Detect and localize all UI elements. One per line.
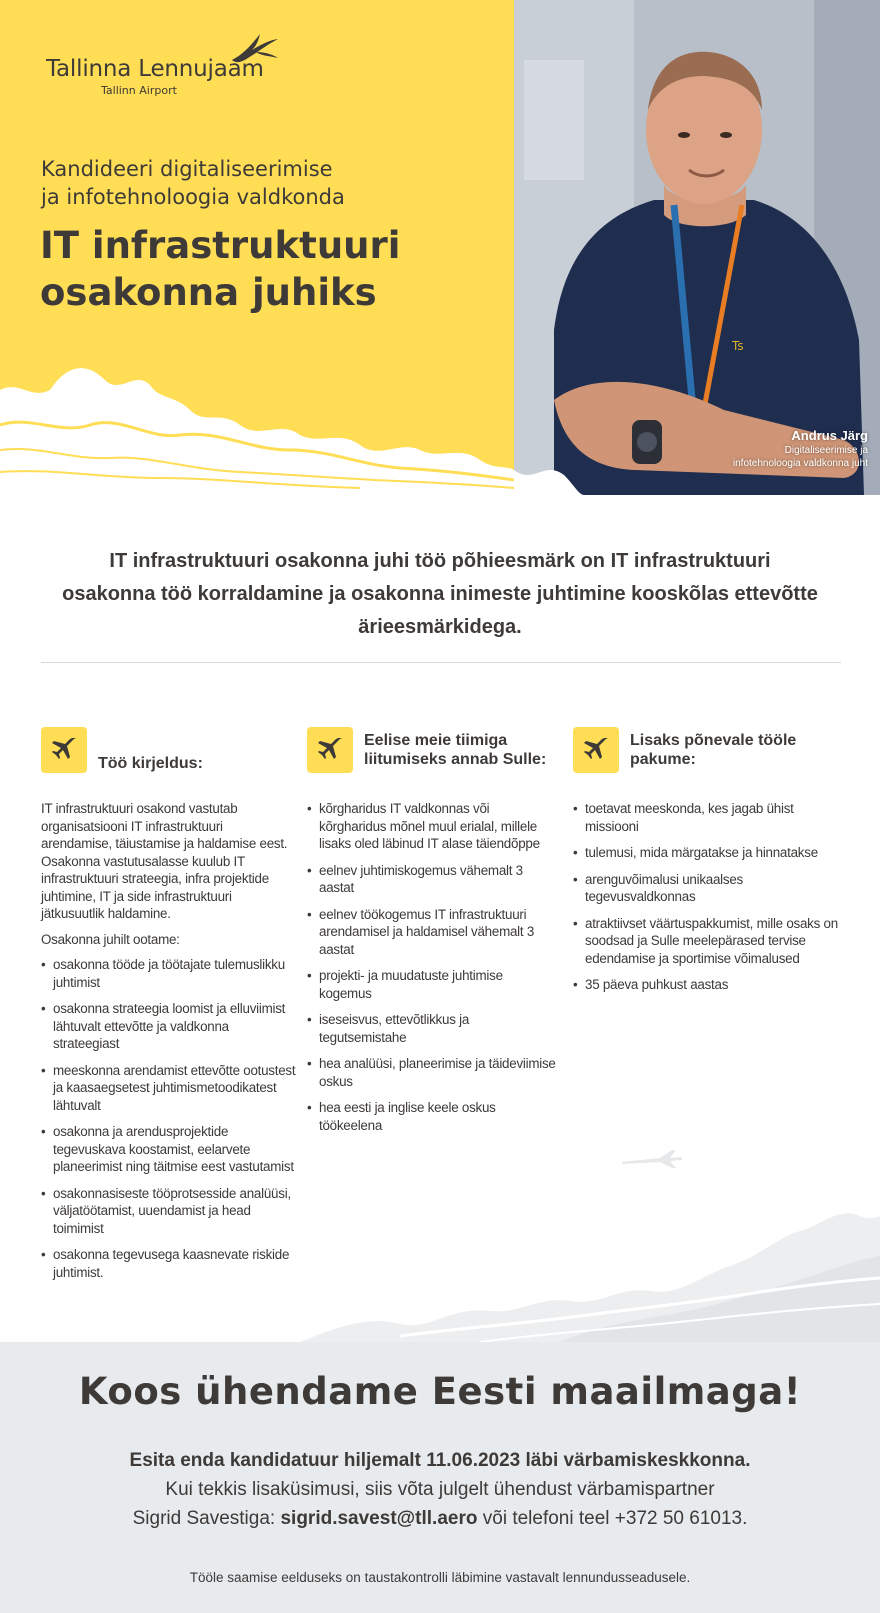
list-item: • osakonna tegevusega kaasnevate riskide juhtimist. (41, 1246, 297, 1281)
hero-yellow-panel (0, 0, 514, 495)
column-header (573, 727, 843, 785)
list-item: • tulemusi, mida märgatakse ja hinnatakse (573, 844, 843, 862)
column-body (307, 800, 557, 1143)
intro-text: IT infrastruktuuri osakonna juhi töö põhieesmärk on IT infrastruktuuri osakonna töö korraldamine ja osakonna inimeste juhtimine kooskõlas ettevõtte ärieesmärkidega. (62, 550, 818, 638)
contact-middle: või telefoni teel (477, 1508, 615, 1529)
list-item: • meeskonna arendamist ettevõtte ootustest ja kaasaegsetest juhtimismetoodikatest lähtuvalt (41, 1062, 297, 1115)
portrait-image (514, 0, 880, 495)
column-title-line: Lisaks põnevale tööle (630, 732, 797, 749)
contact-suffix: . (742, 1508, 748, 1529)
list-item: • osakonna tööde ja töötajate tulemuslikku juhtimist (41, 956, 297, 991)
column-requirements (307, 727, 557, 1133)
page-title-line: osakonna juhiks (40, 271, 377, 314)
airplane-icon (49, 735, 79, 765)
hero-subtitle-line: ja infotehnoloogia valdkonda (41, 185, 345, 209)
divider (41, 662, 841, 663)
list-item: • iseseisvus, ettevõtlikkus ja tegutsemistahe (307, 1011, 557, 1046)
list-item: • osakonna strateegia loomist ja elluviimist lähtuvalt ettevõtte ja valdkonna strateegiast (41, 1000, 297, 1053)
list-item: • toetavat meeskonda, kes jagab ühist missiooni (573, 800, 843, 835)
footer-title: Koos ühendame Eesti maailmaga! (78, 1370, 802, 1413)
logo-subtitle: Tallinn Airport (101, 84, 177, 97)
deadline-line: Esita enda kandidatuur hiljemalt 11.06.2023 läbi värbamiskeskkonna. (129, 1450, 751, 1471)
bullet-list (573, 800, 843, 994)
footer (0, 1342, 880, 1613)
column-header (307, 727, 557, 785)
list-item: • eelnev juhtimiskogemus vähemalt 3 aastat (307, 862, 557, 897)
column-title: Töö kirjeldus: (98, 755, 203, 772)
photo-caption (733, 428, 868, 470)
page-title (40, 222, 500, 316)
column-job-description (41, 727, 297, 1280)
column-title (364, 731, 546, 769)
column-title (630, 731, 796, 769)
airplane-icon (315, 735, 345, 765)
bullet-list (307, 800, 557, 1134)
column-header (41, 727, 297, 785)
list-item: • osakonna ja arendusprojektide tegevuskava koostamist, eelarvete planeerimist ning täitmise eest vastutamist (41, 1123, 297, 1176)
list-item: • hea analüüsi, planeerimise ja täideviimise oskus (307, 1055, 557, 1090)
logo[interactable] (46, 30, 276, 100)
airplane-icon-badge (573, 727, 619, 773)
column-title-line: pakume: (630, 751, 696, 768)
decorative-wave-shapes (0, 1206, 880, 1342)
contact-prefix: Sigrid Savestiga: (132, 1508, 281, 1529)
hero-subtitle (41, 155, 481, 211)
list-item: • kõrgharidus IT valdkonnas või kõrgharidus mõnel muul erialal, millele lisaks oled läbinud IT alase täiendõppe (307, 800, 557, 853)
contact-line: Kui tekkis lisaküsimusi, siis võta julgelt ühendust värbamispartner (165, 1479, 715, 1500)
caption-role: infotehnoloogia valdkonna juht (732, 458, 868, 469)
list-item: • atraktiivset väärtuspakkumist, mille osaks on soodsad ja Sulle meelepärased tervise edendamise ja sportimise võimalused (573, 915, 843, 968)
page-title-line: IT infrastruktuuri (40, 224, 401, 267)
caption-name: Andrus Järg (791, 428, 868, 443)
logo-name: Tallinna Lennujaam (46, 56, 264, 82)
airplane-icon-badge (307, 727, 353, 773)
hero-banner (0, 0, 880, 495)
list-item: • eelnev töökogemus IT infrastruktuuri arendamisel ja haldamisel vähemalt 3 aastat (307, 906, 557, 959)
column-title-line: Eelise meie tiimiga (364, 732, 508, 749)
email-link[interactable]: sigrid.savest@tll.aero (280, 1508, 478, 1529)
column-body (573, 800, 843, 1003)
list-item: • osakonnasiseste tööprotsesside analüüsi, väljatöötamist, uuendamist ja head toimimist (41, 1185, 297, 1238)
contact-line (60, 1504, 820, 1533)
airplane-silhouette-icon (620, 1148, 684, 1170)
list-item: • hea eesti ja inglise keele oskus töökeelena (307, 1099, 557, 1134)
list-item: • arenguvõimalusi unikaalses tegevusvaldkonnas (573, 871, 843, 906)
column-benefits (573, 727, 843, 992)
svg-text:Ts: Ts (732, 339, 744, 353)
footer-note: Tööle saamise eelduseks on taustakontrolli läbimine vastavalt lennundusseadusele. (189, 1570, 691, 1585)
hero-photo (514, 0, 880, 495)
airplane-icon-badge (41, 727, 87, 773)
phone-number[interactable]: +372 50 61013 (614, 1508, 743, 1529)
list-item: • 35 päeva puhkust aastas (573, 976, 843, 994)
column-title-line: liitumiseks annab Sulle: (364, 751, 547, 768)
airplane-icon (581, 735, 611, 765)
footer-contact (60, 1446, 820, 1533)
column-paragraph: IT infrastruktuuri osakond vastutab organisatsiooni IT infrastruktuuri arendamise, täiustamise ja haldamise eest. Osakonna vastutusalasse kuulub IT infrastruktuuri strateegia, infra projektide juhtimine, IT ja side infrastruktuuri jätkusuutlik haldamine. (41, 801, 288, 921)
caption-role: Digitaliseerimise ja (784, 445, 868, 456)
column-subheading: Osakonna juhilt ootame: (41, 931, 180, 947)
decorative-wave-shapes (0, 350, 514, 495)
hero-subtitle-line: Kandideeri digitaliseerimise (41, 157, 333, 181)
list-item: • projekti- ja muudatuste juhtimise kogemus (307, 967, 557, 1002)
